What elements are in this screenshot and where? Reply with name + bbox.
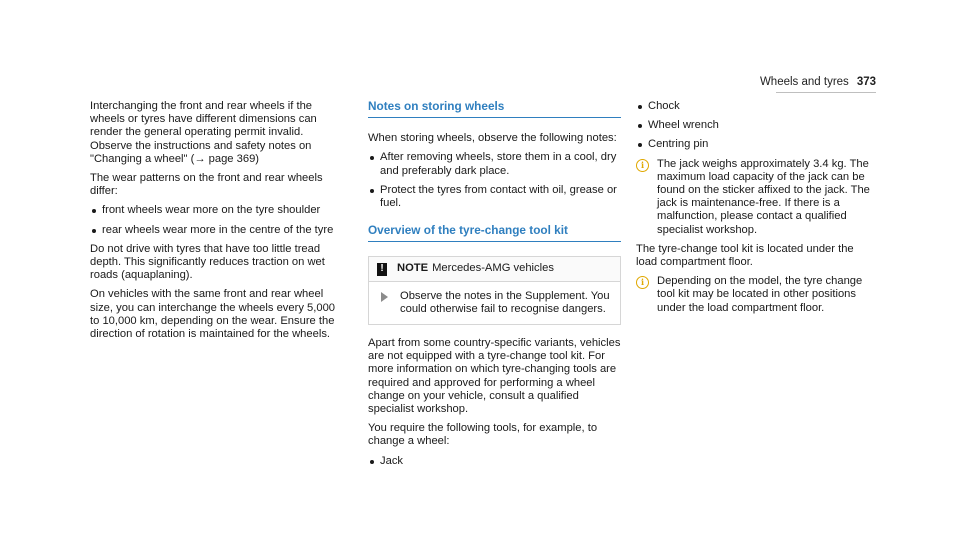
list-item: Chock xyxy=(636,100,876,113)
paragraph-tool-kit-variants: Apart from some country-specific variants, vehicles are not equipped with a tyre-change tool kit. For more information on which tyre-changing tools are required and approved for performing a wheel change on your vehicle, consult a qualified specialist workshop. xyxy=(368,337,621,416)
warning-exclamation-icon: ! xyxy=(377,263,387,276)
running-header xyxy=(760,76,876,88)
info-text: Depending on the model, the tyre change tool kit may be located in other positions under the load compartment floor. xyxy=(657,275,863,314)
note-box xyxy=(368,256,621,325)
list-item: Centring pin xyxy=(636,138,876,151)
heading-tool-kit: Overview of the tyre-change tool kit xyxy=(368,224,621,242)
page-number: 373 xyxy=(856,76,876,88)
storing-list xyxy=(368,151,621,210)
tools-list-continued xyxy=(636,100,876,152)
note-body xyxy=(369,282,620,324)
note-text: Observe the notes in the Supplement. You could otherwise fail to recognise dangers. xyxy=(400,289,610,315)
header-title: Wheels and tyres xyxy=(759,76,849,88)
list-item: Wheel wrench xyxy=(636,119,876,132)
info-note-jack xyxy=(636,158,876,237)
note-header xyxy=(369,257,620,281)
info-note-location xyxy=(636,275,876,315)
paragraph-interchanging: Interchanging the front and rear wheels if the wheels or tyres have different dimensions can render the general operating permit invalid. Observe the instructions and safety notes on "Changing a wheel" (→ page 369) xyxy=(90,100,317,165)
info-icon: i xyxy=(636,276,649,289)
list-item: front wheels wear more on the tyre shoulder xyxy=(90,204,342,217)
tools-list xyxy=(368,455,621,468)
info-text: The jack weighs approximately 3.4 kg. The maximum load capacity of the jack can be found on the sticker affixed to the jack. The jack is maintenance-free. If there is a malfunction, please contact a qualified specialist workshop. xyxy=(657,157,870,236)
paragraph-tread-depth: Do not drive with tyres that have too little tread depth. This significantly reduces traction on wet roads (aquaplaning). xyxy=(90,242,325,282)
note-label: NOTE xyxy=(397,262,429,275)
wear-list xyxy=(90,204,342,236)
column-middle xyxy=(368,100,621,474)
paragraph-tools-required: You require the following tools, for example, to change a wheel: xyxy=(368,422,598,448)
paragraph-wear-patterns: The wear patterns on the front and rear wheels differ: xyxy=(90,172,323,198)
note-title: Mercedes-AMG vehicles xyxy=(432,262,554,275)
list-item: Protect the tyres from contact with oil, grease or fuel. xyxy=(368,184,621,210)
list-item: After removing wheels, store them in a cool, dry and preferably dark place. xyxy=(368,151,621,177)
list-item: Jack xyxy=(368,455,621,468)
paragraph-tool-kit-location: The tyre-change tool kit is located under the load compartment floor. xyxy=(636,242,854,269)
triangle-arrow-icon xyxy=(381,292,388,302)
paragraph-storing-intro: When storing wheels, observe the following notes: xyxy=(368,132,617,145)
paragraph-interchange-interval: On vehicles with the same front and rear wheel size, you can interchange the wheels every 5,000 to 10,000 km, depending on the wear. Ensure the direction of rotation is maintained for the wheels. xyxy=(90,288,336,341)
column-left xyxy=(90,100,342,347)
heading-storing-wheels: Notes on storing wheels xyxy=(368,100,621,118)
info-icon: i xyxy=(636,159,649,172)
column-right xyxy=(636,100,876,321)
list-item: rear wheels wear more in the centre of the tyre xyxy=(90,224,342,237)
header-rule xyxy=(776,92,876,93)
